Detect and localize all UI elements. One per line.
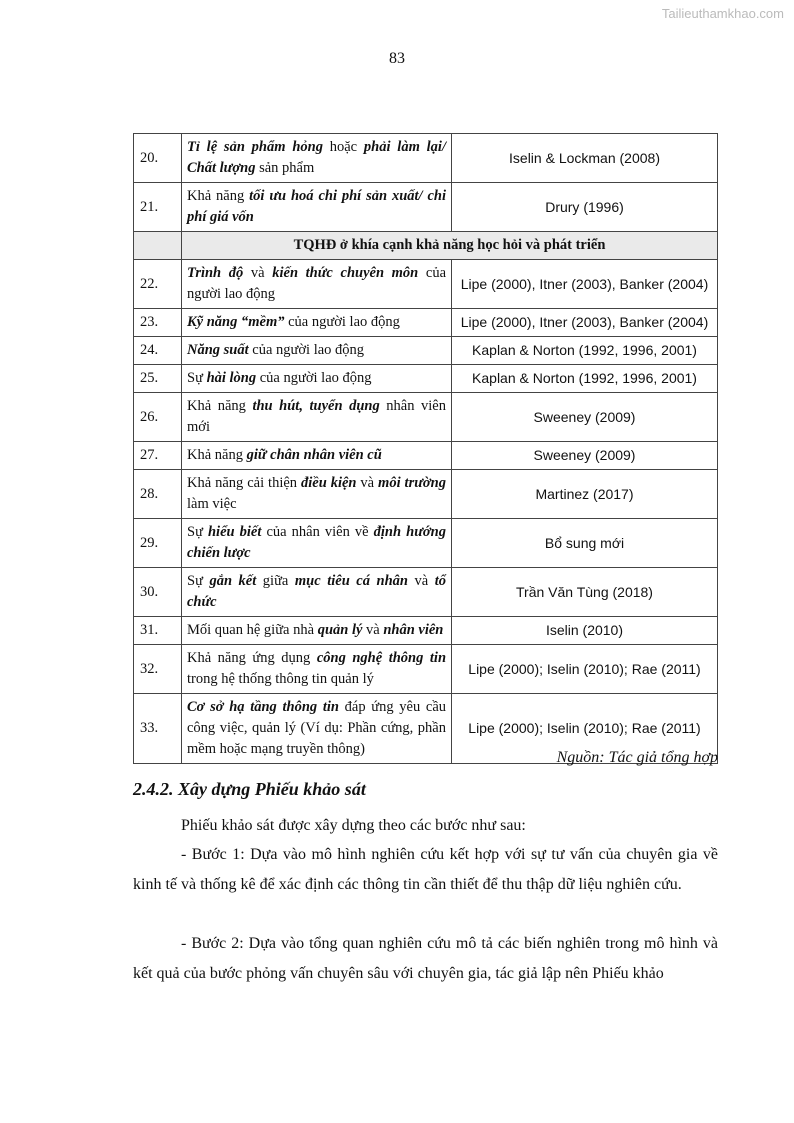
- criterion-source: Lipe (2000); Iselin (2010); Rae (2011): [452, 694, 718, 764]
- emphasis-text: hài lòng: [206, 370, 257, 386]
- criterion-source: Sweeney (2009): [452, 442, 718, 470]
- criterion-description: [182, 309, 452, 337]
- emphasis-text: thu hút, tuyển dụng: [252, 398, 380, 414]
- criterion-source: Lipe (2000), Itner (2003), Banker (2004): [452, 309, 718, 337]
- emphasis-text: công nghệ thông tin: [316, 650, 447, 666]
- table-row: [134, 260, 718, 309]
- emphasis-text: kiến thức chuyên môn: [272, 265, 419, 281]
- plain-text: của người lao động: [248, 342, 365, 358]
- section-num-cell: [134, 232, 182, 260]
- criterion-description: [182, 260, 452, 309]
- table-row: [134, 568, 718, 617]
- table-row: [134, 617, 718, 645]
- criterion-source: Martinez (2017): [452, 470, 718, 519]
- row-number: 27.: [134, 442, 182, 470]
- page-number: 83: [389, 50, 405, 67]
- row-number: 25.: [134, 365, 182, 393]
- source-note: Nguồn: Tác giả tổng hợp: [556, 749, 718, 766]
- row-number: 23.: [134, 309, 182, 337]
- row-number: 28.: [134, 470, 182, 519]
- row-number: 33.: [134, 694, 182, 764]
- row-number: 29.: [134, 519, 182, 568]
- plain-text: của người lao động: [256, 370, 372, 386]
- emphasis-text: Tỉ lệ sản phẩm hỏng: [187, 139, 323, 155]
- paragraph-step1: - Bước 1: Dựa vào mô hình nghiên cứu kết hợp với sự tư vấn của chuyên gia về kinh tế và thống kê để xác định các thông tin cần thiết để thu thập dữ liệu nghiên cứu.: [133, 846, 718, 893]
- criterion-source: Sweeney (2009): [452, 393, 718, 442]
- criterion-description: [182, 617, 452, 645]
- criteria-table: [133, 133, 718, 764]
- paragraph-intro: Phiếu khảo sát được xây dựng theo các bước như sau:: [181, 817, 526, 834]
- emphasis-text: Kỹ năng “mềm”: [187, 314, 285, 330]
- criterion-description: [182, 519, 452, 568]
- criterion-description: [182, 645, 452, 694]
- criterion-source: Bổ sung mới: [452, 519, 718, 568]
- plain-text: Khả năng: [187, 188, 250, 204]
- plain-text: của người lao động: [284, 314, 400, 330]
- table-row: [134, 337, 718, 365]
- section-row: [134, 232, 718, 260]
- plain-text: và: [243, 265, 273, 281]
- emphasis-text: tối ưu hoá chi phí sản xuất/ chi phí giá vốn: [187, 188, 447, 225]
- row-number: 20.: [134, 134, 182, 183]
- table-row: [134, 645, 718, 694]
- row-number: 24.: [134, 337, 182, 365]
- row-number: 30.: [134, 568, 182, 617]
- emphasis-text: điều kiện: [300, 475, 357, 491]
- plain-text: và: [356, 475, 379, 491]
- emphasis-text: Cơ sở hạ tầng thông tin: [187, 699, 339, 715]
- table-section: [134, 232, 718, 260]
- table-row: [134, 393, 718, 442]
- table-row: [134, 365, 718, 393]
- plain-text: hoặc: [322, 139, 364, 155]
- criterion-description: [182, 183, 452, 232]
- criterion-description: [182, 694, 452, 764]
- table-body-bottom: [134, 260, 718, 764]
- plain-text: Sự: [187, 573, 210, 589]
- criterion-source: Iselin (2010): [452, 617, 718, 645]
- plain-text: trong hệ thống thông tin quản lý: [187, 671, 374, 687]
- table-row: [134, 183, 718, 232]
- criterion-source: Lipe (2000); Iselin (2010); Rae (2011): [452, 645, 718, 694]
- plain-text: của nhân viên về: [261, 524, 374, 540]
- plain-text: Sự: [187, 524, 208, 540]
- criterion-source: Drury (1996): [452, 183, 718, 232]
- plain-text: Mối quan hệ giữa nhà: [187, 622, 318, 638]
- emphasis-text: nhân viên: [383, 622, 444, 638]
- row-number: 22.: [134, 260, 182, 309]
- criterion-description: [182, 134, 452, 183]
- section-heading: TQHĐ ở khía cạnh khả năng học hỏi và phát triển: [182, 232, 718, 260]
- plain-text: và: [407, 573, 435, 589]
- emphasis-text: tổ chức: [187, 573, 446, 610]
- criterion-description: [182, 337, 452, 365]
- emphasis-text: định hướng chiến lược: [187, 524, 446, 561]
- plain-text: đáp ứng yêu cầu công việc, quản lý (Ví dụ: Phần cứng, phần mềm hoặc mạng truyền thông): [187, 699, 447, 757]
- paragraph-step2: - Bước 2: Dựa vào tổng quan nghiên cứu mô tả các biến nghiên trong mô hình và kết quả của bước phỏng vấn chuyên sâu với chuyên gia, tác giả lập nên Phiếu khảo: [133, 935, 718, 982]
- plain-text: và: [362, 622, 384, 638]
- emphasis-text: gắn kết: [209, 573, 257, 589]
- criterion-description: [182, 442, 452, 470]
- table-row: [134, 134, 718, 183]
- plain-text: của người lao động: [187, 265, 447, 302]
- criterion-source: Kaplan & Norton (1992, 1996, 2001): [452, 365, 718, 393]
- emphasis-text: hiểu biết: [207, 524, 262, 540]
- criterion-description: [182, 393, 452, 442]
- criterion-source: Lipe (2000), Itner (2003), Banker (2004): [452, 260, 718, 309]
- emphasis-text: phải làm lại/ Chất lượng: [187, 139, 446, 176]
- criterion-source: Iselin & Lockman (2008): [452, 134, 718, 183]
- criterion-description: [182, 365, 452, 393]
- plain-text: giữa: [256, 573, 295, 589]
- criterion-description: [182, 470, 452, 519]
- emphasis-text: giữ chân nhân viên cũ: [246, 447, 382, 463]
- plain-text: Sự: [187, 370, 207, 386]
- criterion-source: Kaplan & Norton (1992, 1996, 2001): [452, 337, 718, 365]
- emphasis-text: mục tiêu cá nhân: [294, 573, 408, 589]
- table-row: [134, 309, 718, 337]
- plain-text: Khả năng: [187, 447, 247, 463]
- table-body-top: [134, 134, 718, 232]
- row-number: 31.: [134, 617, 182, 645]
- emphasis-text: Năng suất: [187, 342, 249, 358]
- row-number: 32.: [134, 645, 182, 694]
- row-number: 26.: [134, 393, 182, 442]
- criterion-source: Trần Văn Tùng (2018): [452, 568, 718, 617]
- table-row: [134, 519, 718, 568]
- emphasis-text: quản lý: [317, 622, 363, 638]
- table-row: [134, 470, 718, 519]
- emphasis-text: Trình độ: [187, 265, 244, 281]
- section-title: 2.4.2. Xây dựng Phiếu khảo sát: [133, 779, 366, 799]
- plain-text: làm việc: [187, 496, 237, 512]
- watermark: Tailieuthamkhao.com: [661, 6, 784, 21]
- plain-text: Khả năng: [187, 398, 253, 414]
- row-number: 21.: [134, 183, 182, 232]
- plain-text: sản phẩm: [255, 160, 315, 176]
- criterion-description: [182, 568, 452, 617]
- plain-text: Khả năng cải thiện: [187, 475, 301, 491]
- plain-text: nhân viên mới: [187, 398, 446, 435]
- emphasis-text: môi trường: [378, 475, 446, 491]
- plain-text: Khả năng ứng dụng: [187, 650, 317, 666]
- table-row: [134, 442, 718, 470]
